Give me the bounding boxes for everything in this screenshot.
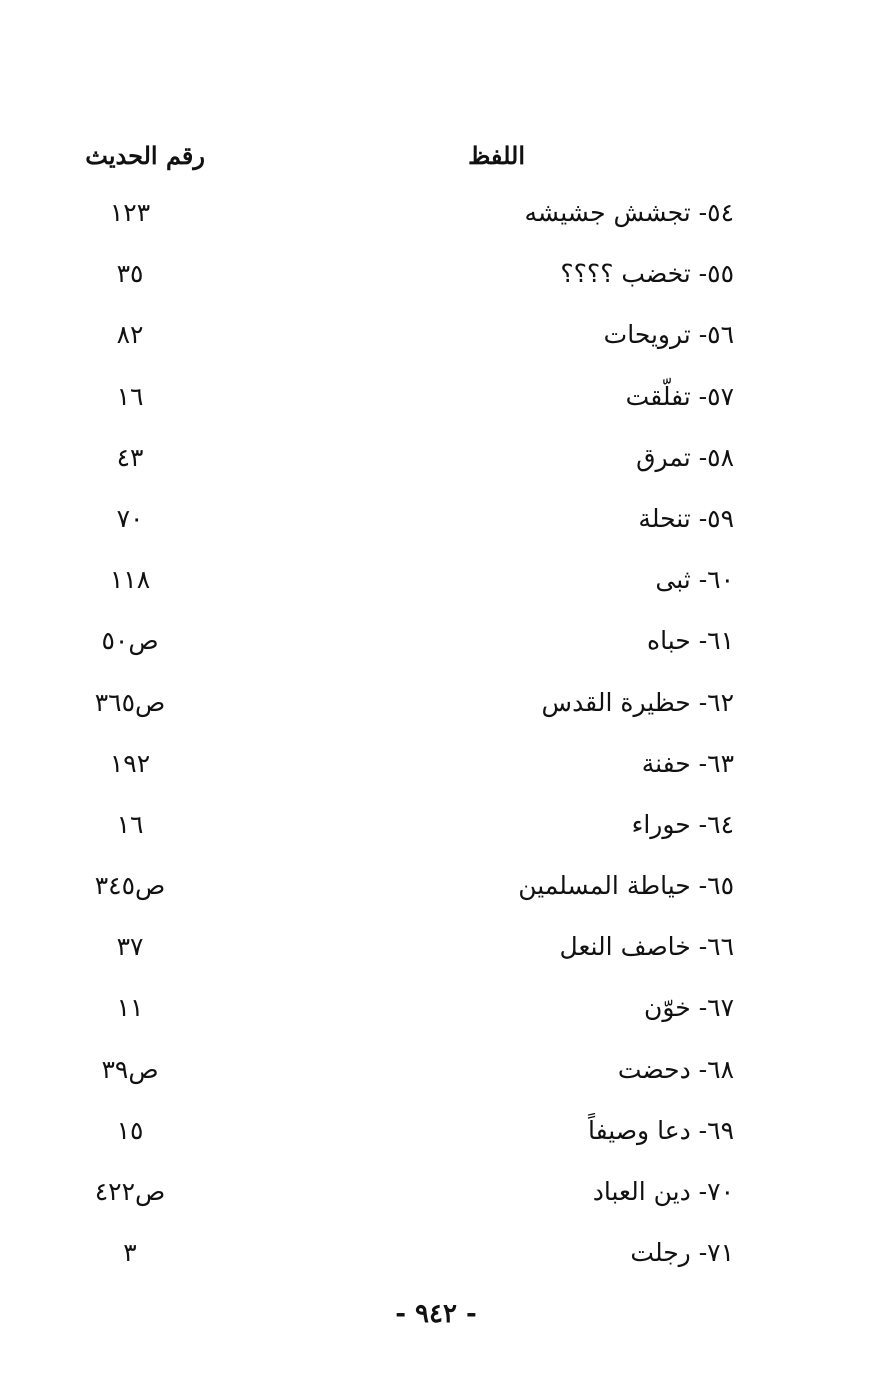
index-term: ٦٨- دحضت	[617, 1054, 734, 1084]
index-term: ٥٤- تجشش جشيشه	[524, 198, 734, 227]
index-term: ٥٦- ترويحات	[603, 320, 734, 350]
column-header-hadith-number: رقم الحديث	[85, 141, 205, 170]
index-term: ٦٩- دعا وصيفاً	[588, 1115, 734, 1145]
hadith-ref: ١٢٣	[109, 198, 151, 227]
index-term: ٥٧- تفلّقت	[625, 381, 734, 411]
hadith-ref: ٤٣	[116, 442, 144, 472]
index-row	[0, 550, 873, 611]
index-row	[0, 1162, 873, 1223]
index-term: ٧٠- دين العباد	[592, 1177, 734, 1206]
index-term: ٦٦- خاصف النعل	[559, 932, 734, 962]
index-row	[0, 183, 873, 244]
index-term: ٦٢- حظيرة القدس	[541, 687, 734, 717]
hadith-ref: ص٣٦٥	[94, 687, 166, 717]
index-term: ٥٥- تخضب ؟؟؟؟	[560, 259, 734, 289]
index-row	[0, 673, 873, 734]
index-row	[0, 305, 873, 366]
hadith-ref: ص٤٢٢	[94, 1177, 166, 1206]
index-term: ٦٠- ثبى	[655, 565, 734, 595]
index-term: ٧١- رجلت	[630, 1238, 734, 1268]
index-term: ٥٨- تمرق	[636, 442, 734, 472]
hadith-ref: ص٣٩	[101, 1054, 159, 1084]
hadith-ref: ٣٥	[116, 259, 144, 289]
index-term: ٦١- حباه	[647, 626, 734, 656]
index-row	[0, 489, 873, 550]
index-row	[0, 1101, 873, 1162]
hadith-ref: ١١	[116, 993, 144, 1023]
index-row	[0, 856, 873, 917]
index-term: ٦٣- حفنة	[641, 748, 734, 778]
hadith-ref: ١٦	[116, 381, 144, 411]
hadith-ref: ٣	[123, 1238, 137, 1268]
index-row	[0, 428, 873, 489]
index-row	[0, 244, 873, 305]
index-row	[0, 795, 873, 856]
hadith-ref: ١٥	[116, 1115, 144, 1145]
index-term: ٦٥- حياطة المسلمين	[518, 871, 734, 901]
index-row	[0, 734, 873, 795]
index-row	[0, 978, 873, 1039]
hadith-ref: ص٥٠	[101, 626, 159, 656]
hadith-ref: ٣٧	[116, 932, 144, 962]
hadith-ref: ٨٢	[116, 320, 144, 350]
index-row	[0, 917, 873, 978]
index-term: ٦٧- خوّن	[644, 993, 734, 1023]
index-row	[0, 1223, 873, 1284]
hadith-ref: ٧٠	[116, 503, 144, 533]
index-row	[0, 1040, 873, 1101]
hadith-ref: ١٩٢	[109, 748, 151, 778]
hadith-ref: ص٣٤٥	[94, 871, 166, 901]
index-row	[0, 367, 873, 428]
hadith-ref: ١٦	[116, 809, 144, 839]
page-number: - ٩٤٢ -	[395, 1299, 477, 1329]
index-term: ٥٩- تنحلة	[638, 503, 734, 533]
index-row	[0, 611, 873, 672]
index-term: ٦٤- حوراء	[631, 809, 734, 839]
hadith-ref: ١١٨	[109, 565, 151, 595]
index-list	[0, 183, 873, 1284]
column-header-word: اللفظ	[468, 141, 525, 170]
